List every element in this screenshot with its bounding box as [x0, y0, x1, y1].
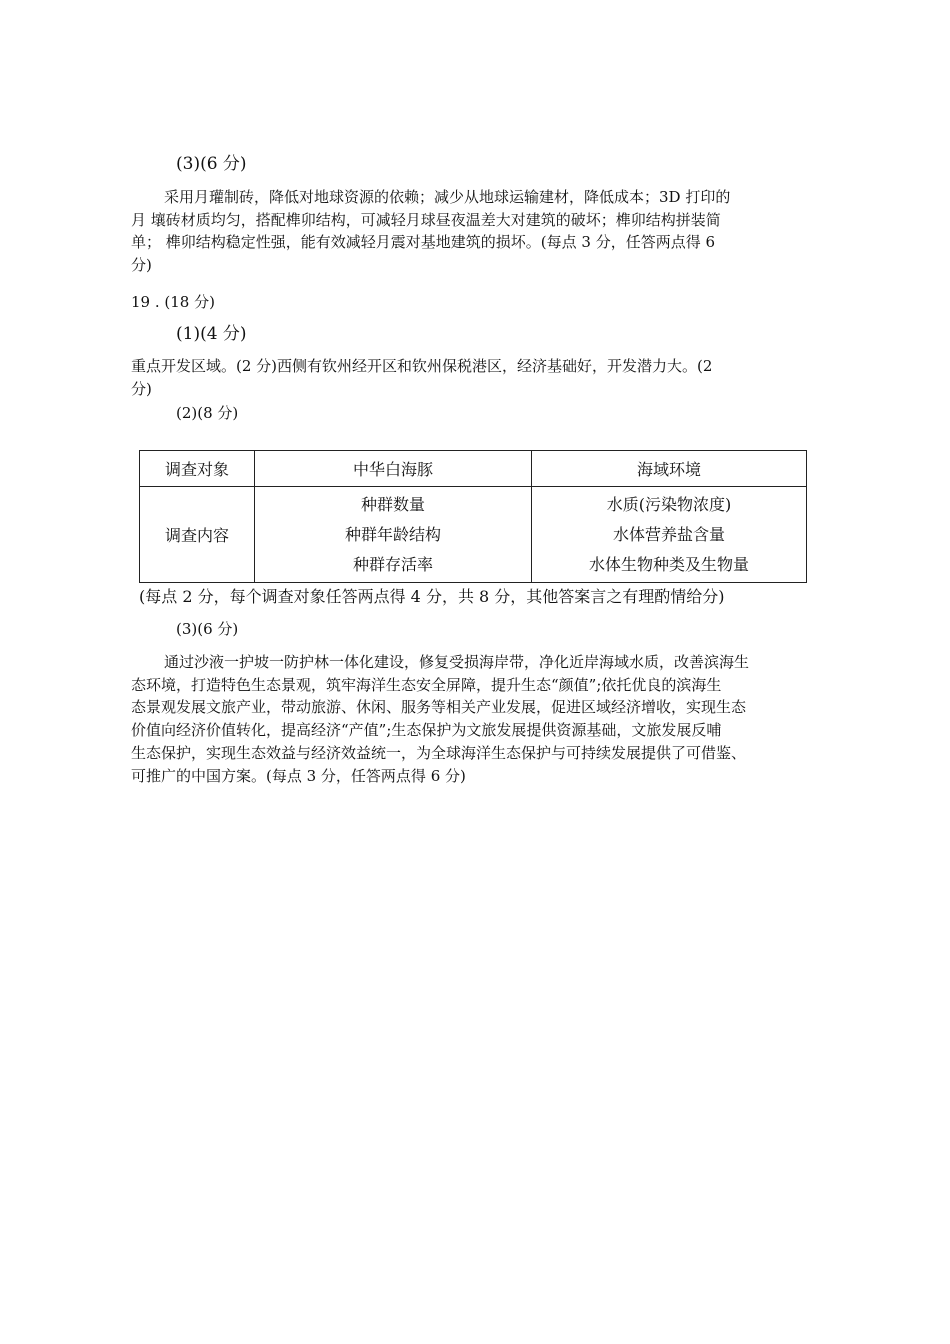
q19-part3-line-6: 可推广的中国方案。(每点 3 分，任答两点得 6 分): [131, 766, 466, 785]
dolphin-item: 种群年龄结构: [344, 524, 441, 544]
q19-part3-line-3: 态景观发展文旅产业，带动旅游、休闲、服务等相关产业发展，促进区域经济增收，实现生态: [131, 698, 747, 717]
dolphin-item: 种群数量: [360, 494, 425, 514]
q19-part1-line-1: 重点开发区域。(2 分)西侧有钦州经开区和钦州保税港区，经济基础好，开发潜力大。(2: [131, 357, 713, 375]
environment-item: 水体生物种类及生物量: [588, 554, 749, 574]
q19-part3-answer: [131, 651, 811, 787]
q19-part2-heading: (2)(8 分): [176, 404, 239, 422]
survey-table-content-row: [140, 487, 807, 583]
survey-table: [139, 450, 807, 583]
q19-part1-heading: (1)(4 分): [176, 324, 247, 344]
q18-part3-line-1: 采用月瓘制砖，降低对地球资源的依赖；减少从地球运输建材，降低成本；3D 打印的: [164, 188, 731, 206]
row-label-survey-content: 调查内容: [140, 487, 255, 583]
q18-part3-line-4: 分): [131, 255, 152, 274]
q18-part3-heading: (3)(6 分): [176, 154, 247, 174]
q19-part3-heading: (3)(6 分): [176, 620, 239, 638]
q18-part3-answer: [131, 186, 811, 276]
environment-items-cell: [532, 487, 807, 583]
header-survey-object: 调查对象: [140, 451, 255, 487]
q19-part2-scoring-note: (每点 2 分，每个调查对象任答两点得 4 分，共 8 分，其他答案言之有理酌情给分): [139, 587, 725, 606]
q19-part3-line-4: 价值向经济价值转化，提高经济“产值”;生态保护为文旅发展提供资源基础，文旅发展反哺: [131, 721, 722, 740]
q19-heading: 19 . (18 分): [131, 293, 215, 311]
survey-table-header-row: [140, 451, 807, 487]
q19-part3-line-1: 通过沙液一护坡一防护林一体化建设，修复受损海岸带，净化近岸海域水质，改善滨海生: [164, 653, 750, 671]
environment-item: 水质(污染物浓度): [606, 494, 732, 514]
q19-part1-line-2: 分): [131, 379, 152, 398]
environment-item: 水体营养盐含量: [612, 524, 725, 544]
q18-part3-line-3: 单； 榫卯结构稳定性强，能有效减轻月震对基地建筑的损坏。(每点 3 分，任答两点得 6: [131, 233, 716, 251]
q19-part3-line-5: 生态保护，实现生态效益与经济效益统一，为全球海洋生态保护与可持续发展提供了可借鉴、: [131, 743, 747, 762]
q18-part3-line-2: 月 壤砖材质均匀，搭配榫卯结构，可减轻月球昼夜温差大对建筑的破坏；榫卯结构拼装简: [131, 210, 721, 229]
header-dolphin: 中华白海豚: [255, 451, 532, 487]
q19-part1-answer: [131, 355, 811, 400]
dolphin-item: 种群存活率: [352, 554, 433, 574]
q19-part3-line-2: 态环境，打造特色生态景观，筑牢海洋生态安全屏障，提升生态“颜值”;依托优良的滨海生: [131, 675, 722, 694]
header-sea-environment: 海域环境: [532, 451, 807, 487]
dolphin-items-cell: [255, 487, 532, 583]
